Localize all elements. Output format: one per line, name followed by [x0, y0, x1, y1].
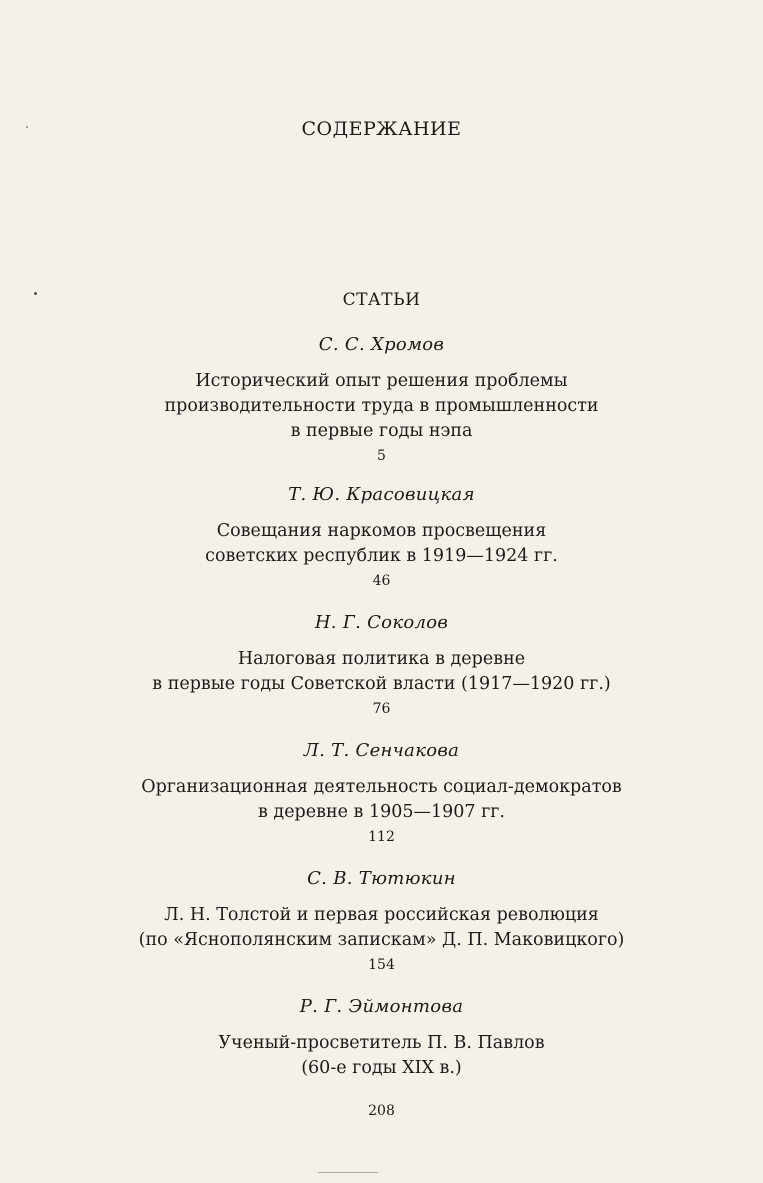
entry-page-number: 46 — [372, 573, 391, 589]
scan-speck — [34, 292, 37, 295]
entry-title-line: Организационная деятельность социал-демократов — [141, 777, 622, 797]
entry-author: Л. Т. Сенчакова — [303, 740, 460, 761]
entry-title-line: (60-е годы XIX в.) — [301, 1058, 462, 1078]
entry-page-number: 154 — [368, 957, 395, 973]
entry-author: Н. Г. Соколов — [314, 612, 449, 633]
entry-title-line: Совещания наркомов просвещения — [216, 521, 547, 541]
entry-author: С. В. Тютюкин — [307, 868, 456, 889]
toc-entry — [0, 484, 763, 589]
entry-title-line: советских республик в 1919—1924 гг. — [205, 546, 558, 566]
page-heading: СОДЕРЖАНИЕ — [301, 118, 462, 140]
scan-speck — [26, 126, 28, 128]
toc-entry — [0, 868, 763, 973]
entry-author: Р. Г. Эймонтова — [299, 996, 464, 1017]
entry-page-number: 5 — [377, 448, 386, 464]
entry-author: С. С. Хромов — [318, 334, 445, 355]
entry-title-line: Л. Н. Толстой и первая российская революция — [164, 905, 599, 925]
toc-entry — [0, 334, 763, 464]
toc-entry — [0, 740, 763, 845]
entry-page-number: 208 — [368, 1103, 395, 1119]
toc-entry — [0, 996, 763, 1119]
entry-author: Т. Ю. Красовицкая — [288, 484, 475, 505]
entry-title-line: Исторический опыт решения проблемы — [195, 371, 568, 391]
toc-entry — [0, 612, 763, 717]
scan-speck — [318, 1172, 378, 1173]
section-title: СТАТЬИ — [342, 290, 421, 310]
entry-title-line: (по «Яснополянским запискам» Д. П. Маковицкого) — [138, 930, 625, 950]
entry-page-number: 76 — [372, 701, 391, 717]
entry-page-number: 112 — [368, 829, 395, 845]
entry-title-line: производительности труда в промышленности — [164, 396, 599, 416]
entry-title-line: Ученый-просветитель П. В. Павлов — [218, 1033, 545, 1053]
entry-title-line: в деревне в 1905—1907 гг. — [258, 802, 505, 822]
entry-title-line: в первые годы нэпа — [290, 421, 473, 441]
entry-title-line: Налоговая политика в деревне — [237, 649, 526, 669]
entry-title-line: в первые годы Советской власти (1917—1920 гг.) — [152, 674, 611, 694]
